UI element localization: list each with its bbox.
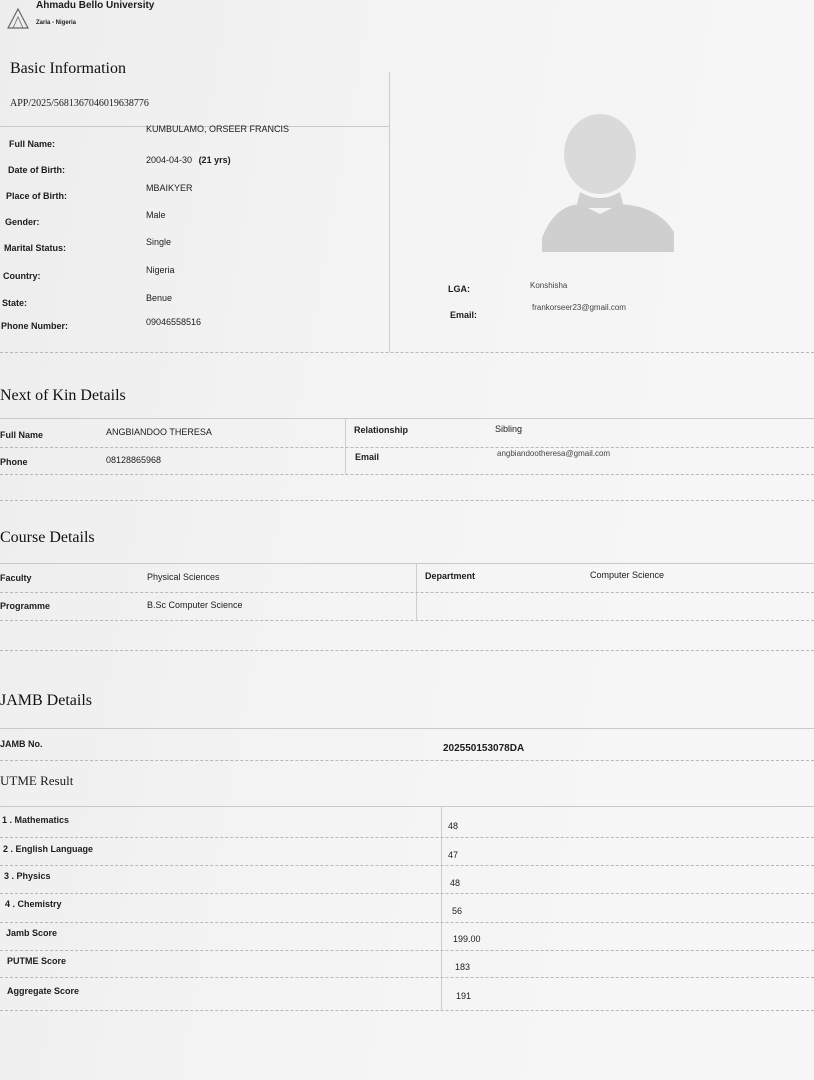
state-value: Benue bbox=[146, 293, 173, 303]
marital-status-value: Single bbox=[146, 237, 172, 247]
kin-phone-label: Phone bbox=[0, 457, 28, 467]
kin-phone-value: 08128865968 bbox=[106, 455, 162, 465]
kin-email-value: angbiandootheresa@gmail.com bbox=[497, 449, 611, 458]
place-of-birth-value: MBAIKYER bbox=[146, 183, 193, 193]
university-logo-icon bbox=[6, 6, 30, 30]
putme-score-label: PUTME Score bbox=[7, 956, 67, 966]
result-english-label: 2 . English Language bbox=[3, 844, 94, 854]
jamb-no-label: JAMB No. bbox=[0, 739, 43, 749]
result-chemistry-score: 56 bbox=[452, 906, 463, 916]
full-name-label: Full Name: bbox=[9, 139, 56, 149]
state-label: State: bbox=[2, 298, 28, 308]
passport-photo bbox=[540, 112, 680, 252]
kin-relationship-label: Relationship bbox=[354, 425, 409, 435]
result-mathematics-label: 1 . Mathematics bbox=[2, 815, 70, 825]
lga-value: Konshisha bbox=[530, 281, 568, 290]
result-english-score: 47 bbox=[448, 850, 459, 860]
jamb-score-value: 199.00 bbox=[453, 934, 481, 944]
dob-value-row bbox=[146, 155, 231, 165]
result-mathematics-score: 48 bbox=[448, 821, 459, 831]
gender-label: Gender: bbox=[5, 217, 40, 227]
kin-relationship-value: Sibling bbox=[495, 424, 523, 434]
department-value: Computer Science bbox=[590, 570, 665, 580]
result-physics-score: 48 bbox=[450, 878, 461, 888]
faculty-label: Faculty bbox=[0, 573, 32, 583]
full-name-value: KUMBULAMO, ORSEER FRANCIS bbox=[146, 124, 290, 134]
course-details-title: Course Details bbox=[0, 529, 95, 546]
country-value: Nigeria bbox=[146, 265, 175, 275]
result-physics-label: 3 . Physics bbox=[4, 871, 51, 881]
kin-full-name-value: ANGBIANDOO THERESA bbox=[106, 427, 212, 437]
email-label: Email: bbox=[450, 310, 478, 320]
utme-result-title: UTME Result bbox=[0, 773, 74, 788]
phone-label: Phone Number: bbox=[1, 321, 69, 331]
age-value: (21 yrs) bbox=[198, 155, 231, 165]
email-value: frankorseer23@gmail.com bbox=[532, 303, 626, 312]
result-chemistry-label: 4 . Chemistry bbox=[5, 899, 62, 909]
jamb-score-label: Jamb Score bbox=[6, 928, 58, 938]
basic-info-title: Basic Information bbox=[10, 60, 126, 77]
dob-value: 2004-04-30 bbox=[146, 155, 193, 165]
marital-status-label: Marital Status: bbox=[4, 243, 67, 253]
jamb-no-value: 202550153078DA bbox=[443, 743, 525, 754]
university-name: Ahmadu Bello University bbox=[36, 0, 155, 11]
aggregate-score-label: Aggregate Score bbox=[7, 986, 80, 996]
putme-score-value: 183 bbox=[455, 962, 471, 972]
place-of-birth-label: Place of Birth: bbox=[6, 191, 68, 201]
university-location: Zaria - Nigeria bbox=[36, 20, 77, 26]
kin-full-name-label: Full Name bbox=[0, 430, 44, 440]
jamb-details-title: JAMB Details bbox=[0, 692, 92, 709]
application-id: APP/2025/5681367046019638776 bbox=[10, 98, 149, 109]
next-of-kin-title: Next of Kin Details bbox=[0, 387, 126, 404]
country-label: Country: bbox=[3, 271, 41, 281]
dob-label: Date of Birth: bbox=[8, 165, 65, 175]
department-label: Department bbox=[425, 571, 476, 581]
aggregate-score-value: 191 bbox=[456, 991, 472, 1001]
kin-email-label: Email bbox=[355, 452, 380, 462]
programme-label: Programme bbox=[0, 601, 51, 611]
faculty-value: Physical Sciences bbox=[147, 572, 220, 582]
programme-value: B.Sc Computer Science bbox=[147, 600, 243, 610]
gender-value: Male bbox=[146, 210, 166, 220]
phone-value: 09046558516 bbox=[146, 317, 202, 327]
lga-label: LGA: bbox=[448, 284, 470, 294]
